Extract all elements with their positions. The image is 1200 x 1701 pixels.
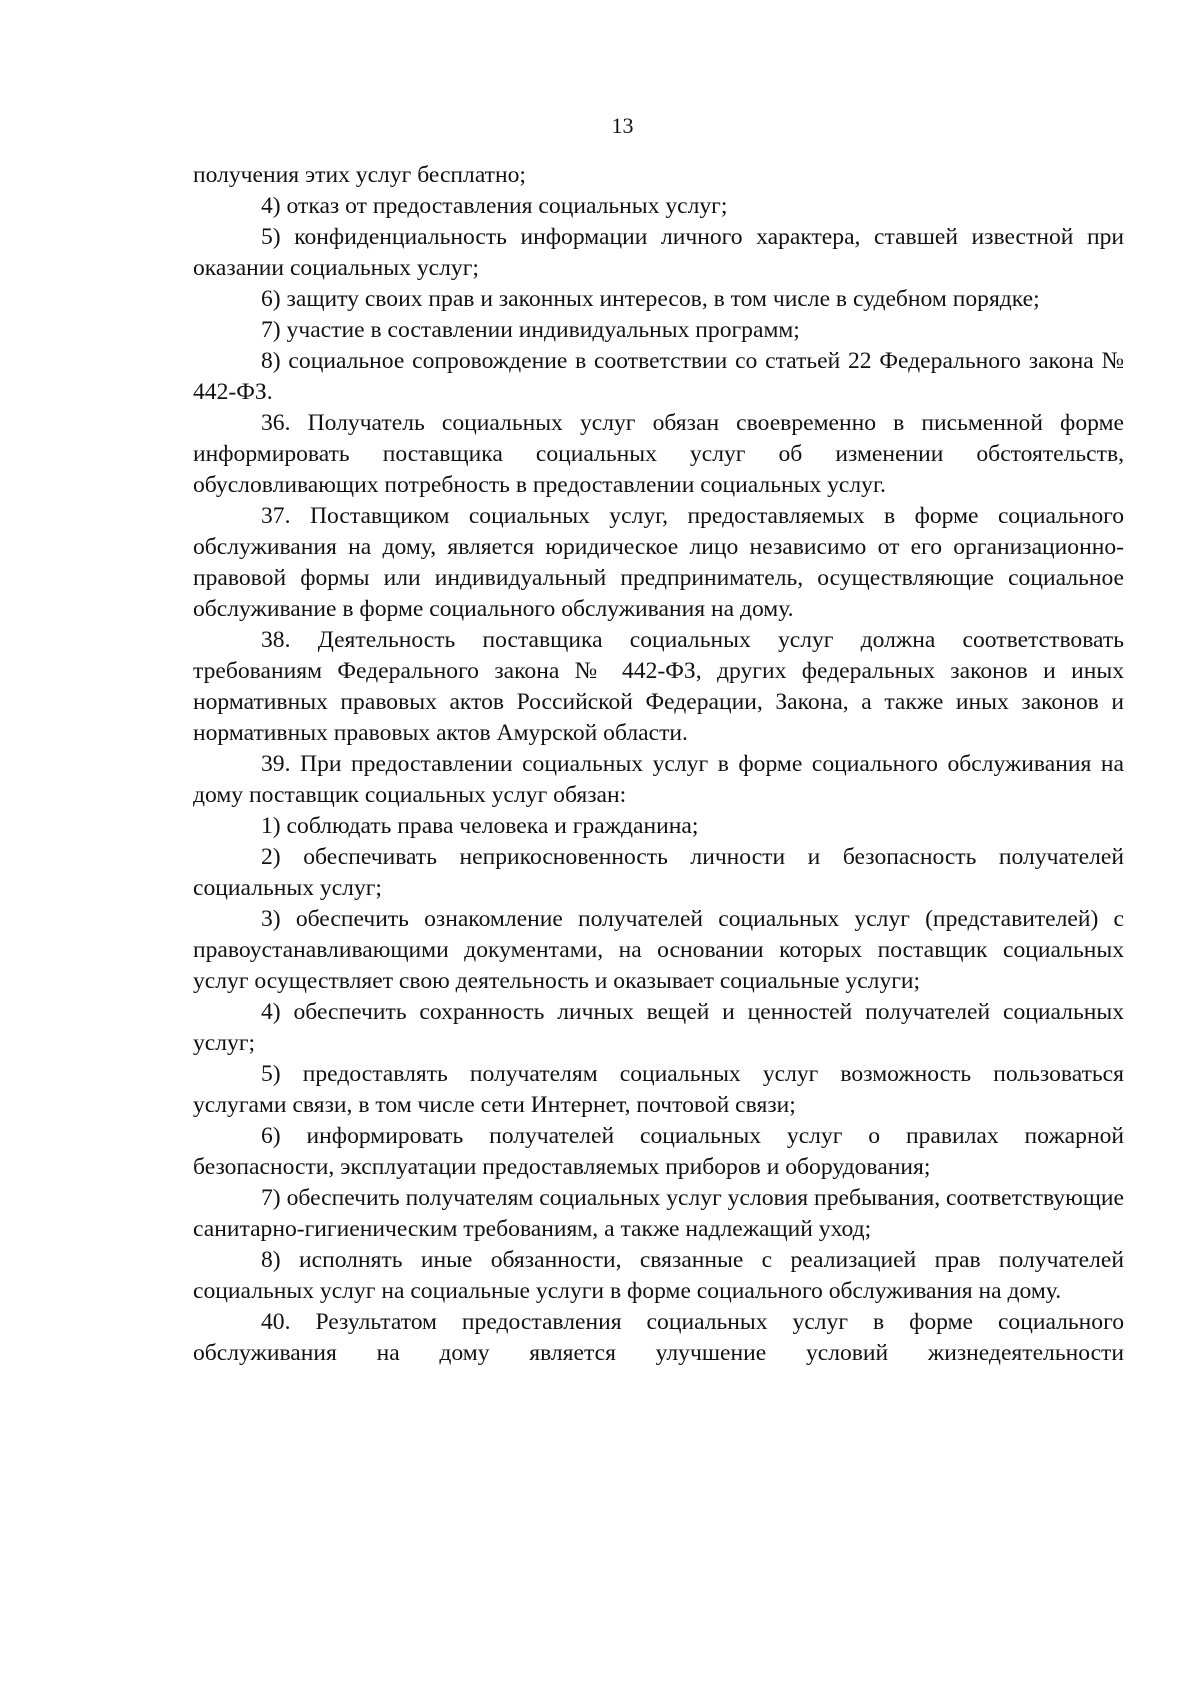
list-item: 6) защиту своих прав и законных интересов, в том числе в судебном порядке;	[261, 286, 1040, 312]
list-item: 4) обеспечить сохранность личных вещей и ценностей получателей социальных услуг;	[193, 999, 1124, 1056]
list-item: 5) конфиденциальность информации личного характера, ставшей известной при оказании социальных услуг;	[193, 224, 1124, 281]
clause-37: 37. Поставщиком социальных услуг, предоставляемых в форме социального обслуживания на дому, является юридическое лицо независимо от его организационно-правовой формы или индивидуальный предприниматель, осуществляющие социальное обслуживание в форме социального обслуживания на дому.	[193, 503, 1124, 622]
list-item: 5) предоставлять получателям социальных услуг возможность пользоваться услугами связи, в том числе сети Интернет, почтовой связи;	[193, 1061, 1124, 1118]
list-item: 8) социальное сопровождение в соответствии со статьей 22 Федерального закона № 442-ФЗ.	[193, 348, 1124, 405]
list-item: 1) соблюдать права человека и гражданина;	[261, 813, 699, 839]
clause-39: 39. При предоставлении социальных услуг в форме социального обслуживания на дому поставщик социальных услуг обязан:	[193, 751, 1124, 808]
clause-38: 38. Деятельность поставщика социальных услуг должна соответствовать требованиям Федерального закона № 442-ФЗ, других федеральных законов и иных нормативных правовых актов Российской Федерации, Закона, а также иных законов и нормативных правовых актов Амурской области.	[193, 627, 1124, 746]
list-item: 7) обеспечить получателям социальных услуг условия пребывания, соответствующие санитарно-гигиеническим требованиям, а также надлежащий уход;	[193, 1185, 1124, 1242]
clause-40: 40. Результатом предоставления социальных услуг в форме социального обслуживания на дому является улучшение условий жизнедеятельности	[193, 1309, 1124, 1366]
clause-36: 36. Получатель социальных услуг обязан своевременно в письменной форме информировать поставщика социальных услуг об изменении обстоятельств, обусловливающих потребность в предоставлении социальных услуг.	[193, 410, 1124, 498]
list-item: 4) отказ от предоставления социальных услуг;	[261, 193, 728, 219]
list-item: 8) исполнять иные обязанности, связанные с реализацией прав получателей социальных услуг на социальные услуги в форме социального обслуживания на дому.	[193, 1247, 1124, 1304]
list-item: 2) обеспечивать неприкосновенность личности и безопасность получателей социальных услуг;	[193, 844, 1124, 901]
list-item: 7) участие в составлении индивидуальных программ;	[261, 317, 800, 343]
paragraph: получения этих услуг бесплатно;	[193, 162, 526, 188]
list-item: 3) обеспечить ознакомление получателей социальных услуг (представителей) с правоустанавливающими документами, на основании которых поставщик социальных услуг осуществляет свою деятельность и оказывает социальные услуги;	[193, 906, 1124, 994]
document-body	[193, 160, 1124, 1369]
page-number: 13	[611, 113, 634, 138]
list-item: 6) информировать получателей социальных услуг о правилах пожарной безопасности, эксплуатации предоставляемых приборов и оборудования;	[193, 1123, 1124, 1180]
